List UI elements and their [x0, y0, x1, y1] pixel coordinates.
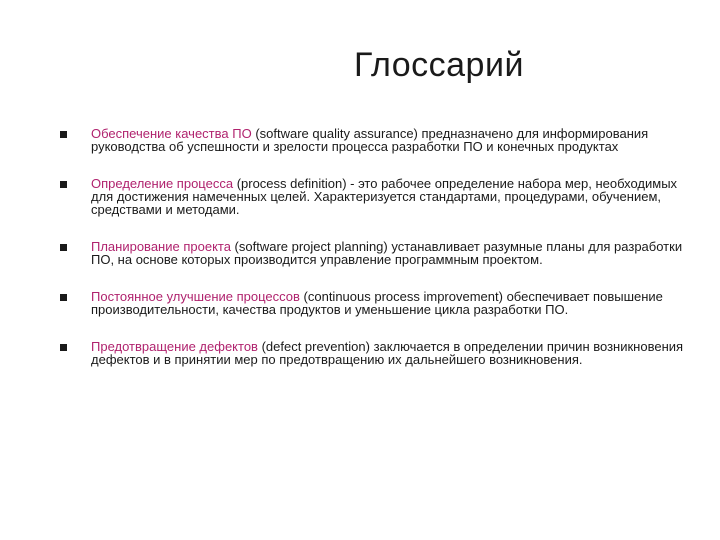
glossary-definition: (continuous process improvement) обеспечивает повышение производительности, качества продуктов и уменьшение цикла разработки ПО.	[91, 289, 663, 317]
glossary-definition: (software quality assurance) предназначено для информирования руководства об успешности и зрелости процесса разработки ПО и конечных продуктах	[91, 126, 649, 154]
glossary-definition: (process definition) - это рабочее определение набора мер, необходимых для достижения намеченных целей. Характеризуется стандартами, процедурами, обучением, средствами и методами.	[91, 176, 678, 217]
glossary-term: Планирование проекта	[91, 239, 231, 254]
glossary-term: Обеспечение качества ПО	[91, 126, 252, 141]
glossary-item	[60, 340, 690, 366]
glossary-item	[60, 127, 690, 153]
glossary-term: Предотвращение дефектов	[91, 339, 258, 354]
glossary-list	[60, 127, 690, 366]
square-bullet-icon	[60, 181, 67, 188]
glossary-definition: (software project planning) устанавливает разумные планы для разработки ПО, на основе которых производится управление программным проектом.	[91, 239, 683, 267]
page-title: Глоссарий	[354, 46, 524, 84]
glossary-item	[60, 290, 690, 316]
glossary-term: Определение процесса	[91, 176, 234, 191]
glossary-definition: (defect prevention) заключается в определении причин возникновения дефектов и в принятии мер по предотвращению их дальнейшего возникновения.	[91, 339, 684, 367]
glossary-item	[60, 177, 690, 216]
square-bullet-icon	[60, 244, 67, 251]
square-bullet-icon	[60, 131, 67, 138]
square-bullet-icon	[60, 344, 67, 351]
square-bullet-icon	[60, 294, 67, 301]
glossary-item	[60, 240, 690, 266]
glossary-term: Постоянное улучшение процессов	[91, 289, 300, 304]
